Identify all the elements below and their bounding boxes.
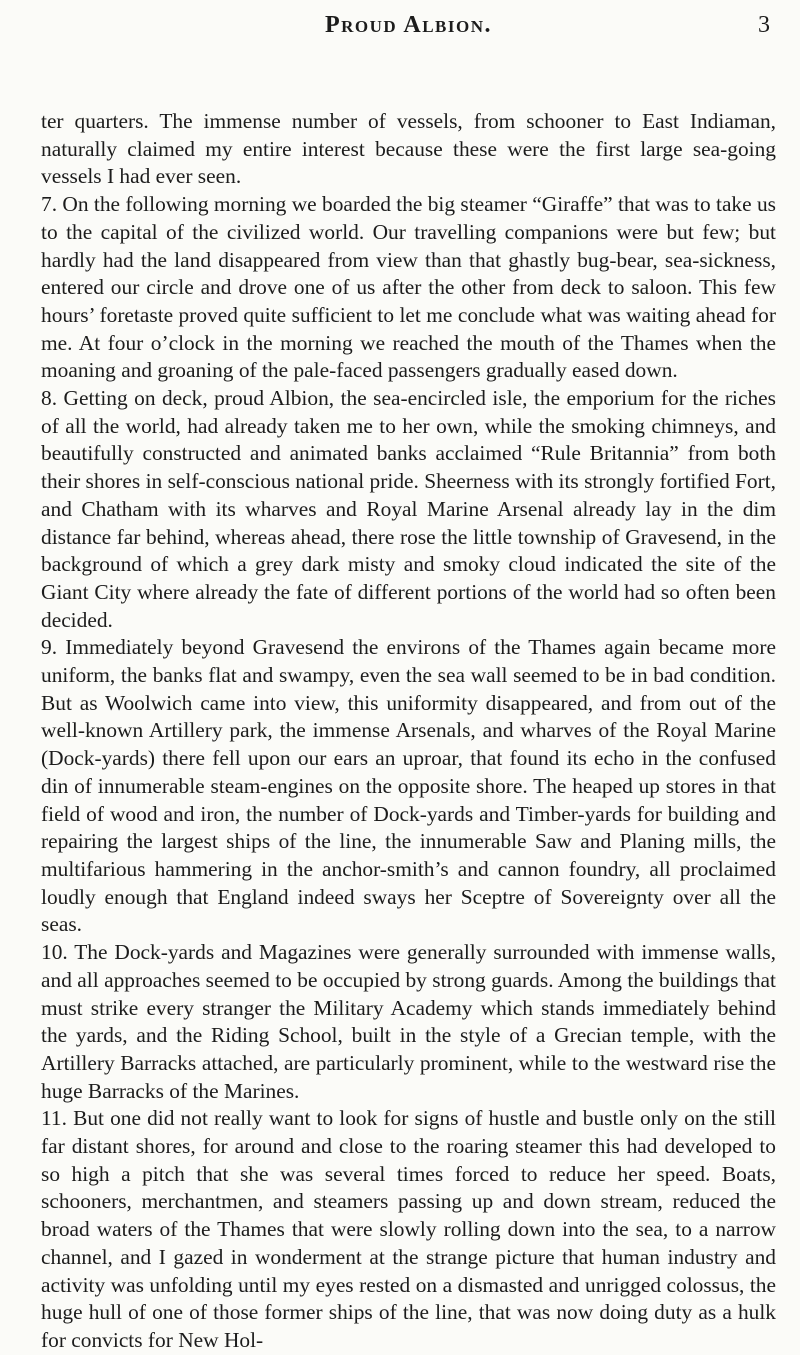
running-head — [41, 0, 776, 60]
paragraph-9: 9. Immediately beyond Gravesend the environs of the Thames again became more uniform, the banks flat and swampy, even the sea wall seemed to be in bad condition. But as Woolwich came into view, this uniformity disappeared, and from out of the well-known Artillery park, the immense Arsenals, and wharves of the Royal Marine (Dock-yards) there fell upon our ears an uproar, that found its echo in the confused din of innumerable steam-engines on the opposite shore. The heaped up stores in that field of wood and iron, the number of Dock-yards and Timber-yards for building and repairing the largest ships of the line, the innumerable Saw and Planing mills, the multifarious hammering in the anchor-smith’s and cannon foundry, all proclaimed loudly enough that England indeed sways her Sceptre of Sovereignty over all the seas. — [41, 635, 776, 937]
paragraph-7: 7. On the following morning we boarded the big steamer “Giraffe” that was to take us to the capital of the civilized world. Our travelling companions were but few; but hardly had the land disappeared from view than that ghastly bug-bear, sea-sickness, entered our circle and drove one of us after the other from deck to saloon. This few hours’ foretaste proved quite sufficient to let me conclude what was waiting ahead for me. At four o’clock in the morning we reached the mouth of the Thames when the moaning and groaning of the pale-faced passengers gradually eased down. — [41, 192, 776, 383]
running-title: Proud Albion. — [324, 12, 492, 38]
page-number: 3 — [758, 12, 770, 38]
paragraph-continuation: ter quarters. The immense number of vessels, from schooner to East Indiaman, naturally claimed my entire interest because these were the first large sea-going vessels I had ever seen. — [41, 109, 776, 189]
paragraph-11: 11. But one did not really want to look for signs of hustle and bustle only on the still far distant shores, for around and close to the roaring steamer this had developed to so high a pitch that she was several times forced to reduce her speed. Boats, schooners, merchantmen, and steamers passing up and down stream, reduced the broad waters of the Thames that were slowly rolling down into the sea, to a narrow channel, and I gazed in wonderment at the strange picture that human industry and activity was unfolding until my eyes rested on a dismasted and unrigged colossus, the huge hull of one of those former ships of the line, that was now doing duty as a hulk for convicts for New Hol- — [41, 1106, 776, 1352]
paragraph-10: 10. The Dock-yards and Magazines were generally surrounded with immense walls, and all approaches seemed to be occupied by strong guards. Among the buildings that must strike every stranger the Military Academy which stands immediately behind the yards, and the Riding School, built in the style of a Grecian temple, with the Artillery Barracks attached, are particularly prominent, while to the westward rise the huge Barracks of the Marines. — [41, 940, 776, 1103]
paragraph-8: 8. Getting on deck, proud Albion, the sea-encircled isle, the emporium for the riches of all the world, had already taken me to her own, while the smoking chimneys, and beautifully constructed and animated banks acclaimed “Rule Britannia” from both their shores in self-conscious national pride. Sheerness with its strongly fortified Fort, and Chatham with its wharves and Royal Marine Arsenal already lay in the dim distance far behind, whereas ahead, there rose the little township of Gravesend, in the background of which a grey dark misty and smoky cloud indicated the site of the Giant City where already the fate of different portions of the world had so often been decided. — [41, 386, 776, 632]
body-text — [41, 108, 776, 1355]
